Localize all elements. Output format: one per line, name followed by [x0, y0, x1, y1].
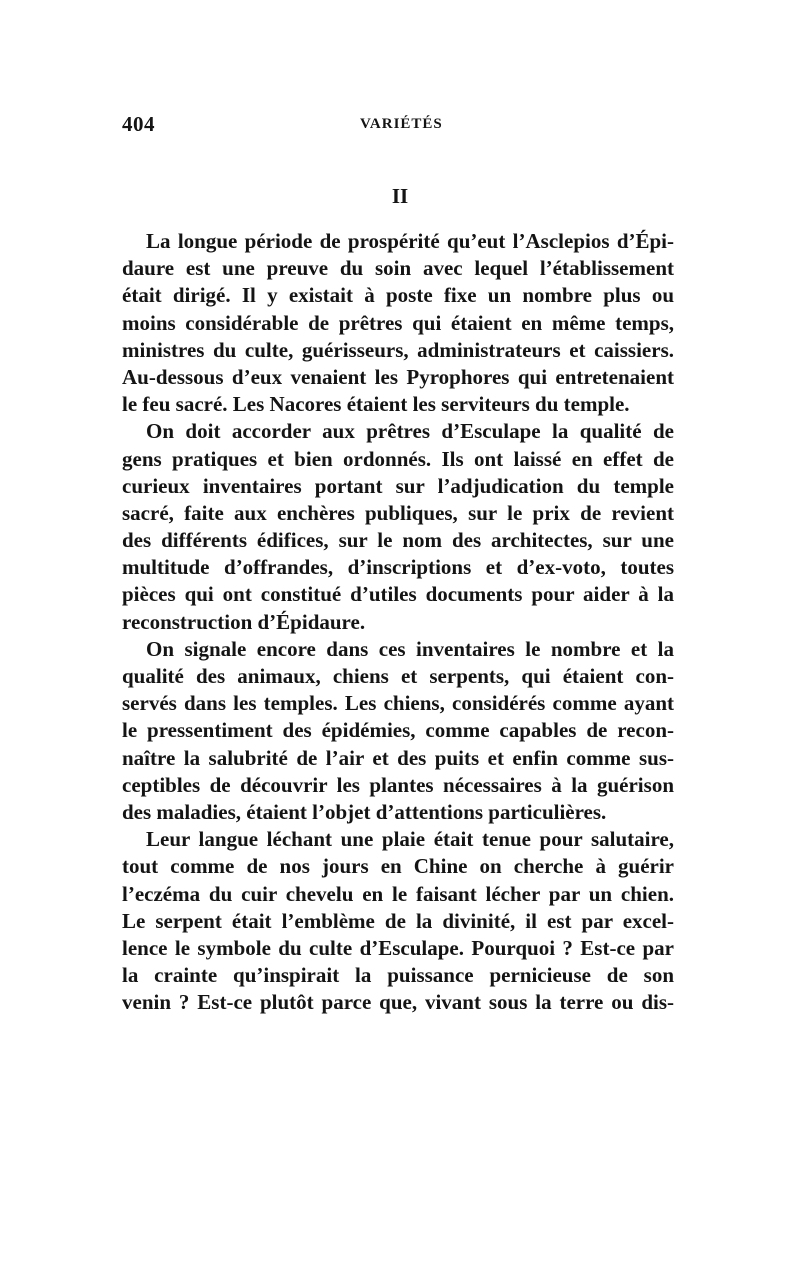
text-line: venin ? Est-ce plutôt parce que, vivant sous la terre ou dis- — [122, 990, 674, 1015]
text-line: daure est une preuve du soin avec lequel l’établissement — [122, 256, 674, 281]
text-line: était dirigé. Il y existait à poste fixe un nombre plus ou — [122, 283, 674, 308]
text-line: le pressentiment des épidémies, comme capables de recon- — [122, 718, 674, 743]
text-line: Leur langue léchant une plaie était tenue pour salutaire, — [146, 827, 674, 852]
text-line: Le serpent était l’emblème de la divinité, il est par excel- — [122, 908, 674, 933]
page-number: 404 — [122, 112, 155, 136]
text-line: La longue période de prospérité qu’eut l’Asclepios d’Épi- — [146, 229, 674, 253]
text-line: tout comme de nos jours en Chine on cherche à guérir — [122, 854, 674, 879]
section-heading: II — [391, 184, 409, 208]
text-line: naître la salubrité de l’air et des puits et enfin comme sus- — [122, 745, 674, 770]
text-line: lence le symbole du culte d’Esculape. Pourquoi ? Est-ce par — [122, 935, 674, 960]
text-line: l’eczéma du cuir chevelu en le faisant lécher par un chien. — [122, 881, 674, 906]
text-line: le feu sacré. Les Nacores étaient les serviteurs du temple. — [122, 392, 630, 417]
running-head — [122, 112, 674, 142]
text-line: ceptibles de découvrir les plantes nécessaires à la guérison — [122, 772, 674, 797]
paragraph — [122, 228, 674, 418]
text-line: des maladies, étaient l’objet d’attentions particulières. — [122, 799, 607, 824]
text-line: On signale encore dans ces inventaires le nombre et la — [146, 636, 674, 661]
text-line: reconstruction d’Épidaure. — [122, 609, 366, 634]
text-line: sacré, faite aux enchères publiques, sur le prix de revient — [122, 500, 674, 525]
text-line: qualité des animaux, chiens et serpents, qui étaient con- — [122, 664, 674, 688]
text-line: ministres du culte, guérisseurs, administrateurs et caissiers. — [122, 337, 674, 362]
text-line: gens pratiques et bien ordonnés. Ils ont laissé en effet de — [122, 446, 674, 471]
paragraph — [122, 636, 674, 826]
text-line: curieux inventaires portant sur l’adjudication du temple — [122, 473, 674, 498]
text-line: pièces qui ont constitué d’utiles documents pour aider à la — [122, 582, 674, 607]
text-line: servés dans les temples. Les chiens, considérés comme ayant — [122, 691, 674, 716]
text-line: Au-dessous d’eux venaient les Pyrophores qui entretenaient — [122, 364, 674, 389]
text-line: des différents édifices, sur le nom des architectes, sur une — [122, 528, 674, 553]
text-line: la crainte qu’inspirait la puissance pernicieuse de son — [122, 963, 674, 988]
running-title: VARIÉTÉS — [360, 116, 443, 132]
text-line: On doit accorder aux prêtres d’Esculape la qualité de — [146, 419, 674, 444]
body-text — [122, 228, 674, 1016]
paragraph — [122, 826, 674, 1016]
paragraph — [122, 418, 674, 636]
text-line: multitude d’offrandes, d’inscriptions et d’ex-voto, toutes — [122, 555, 674, 580]
text-line: moins considérable de prêtres qui étaient en même temps, — [122, 310, 674, 335]
